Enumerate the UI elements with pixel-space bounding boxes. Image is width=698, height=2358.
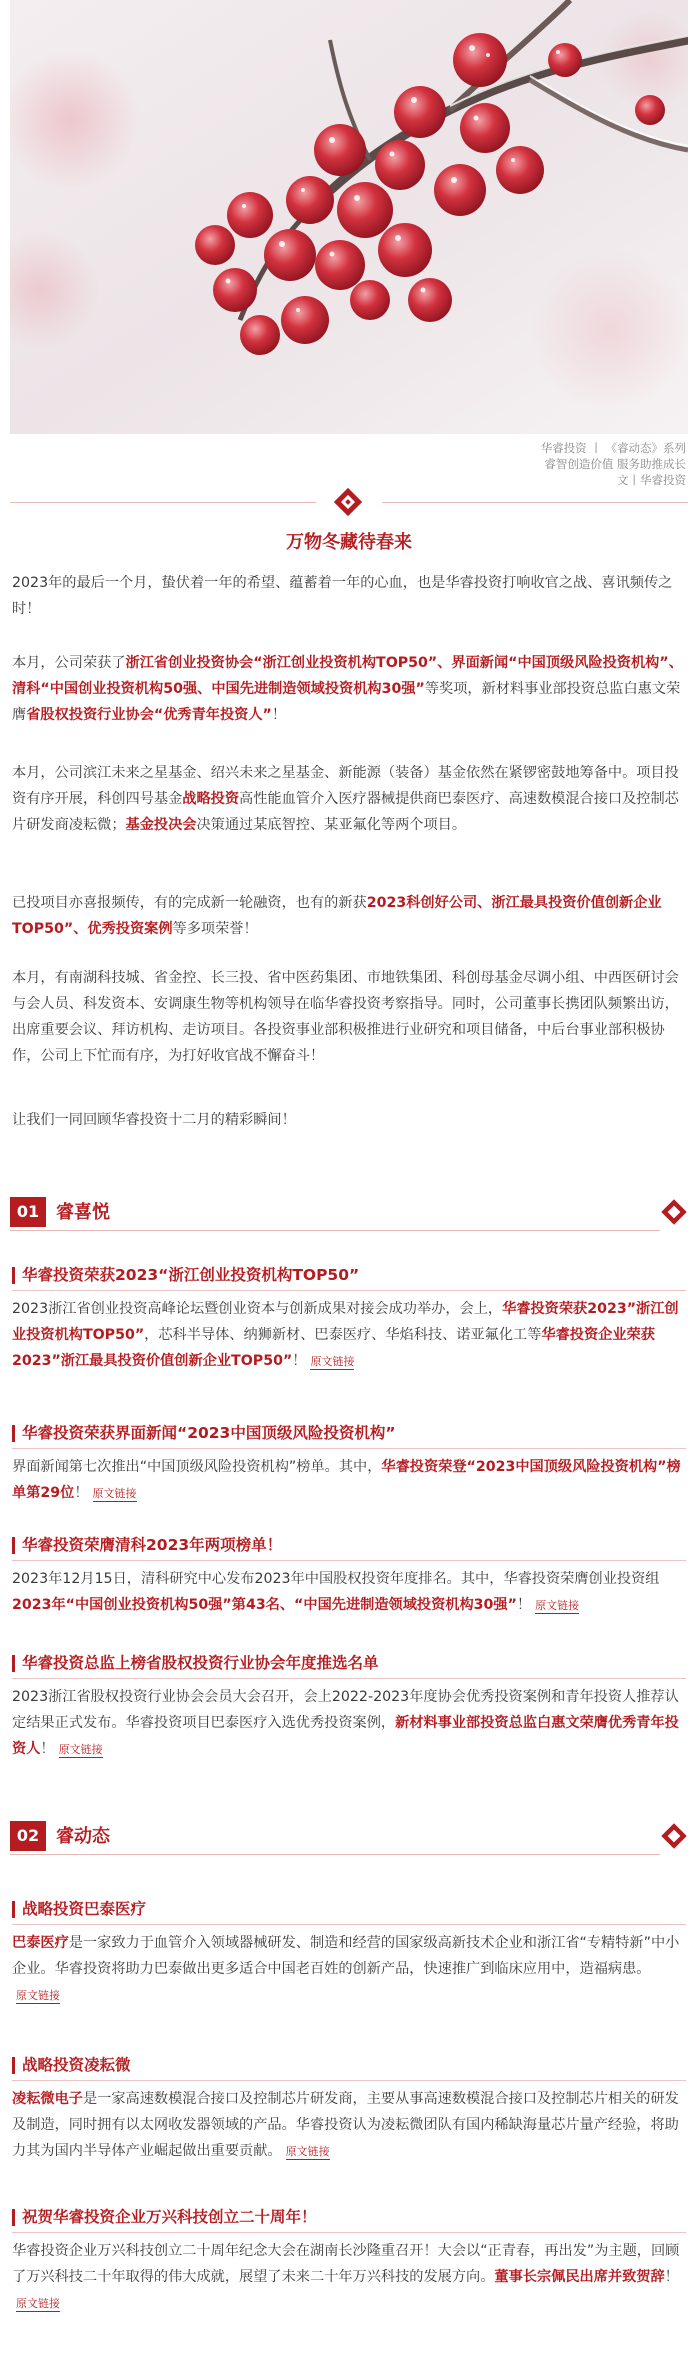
news-text: 是一家高速数模混合接口及控制芯片研发商，主要从事高速数模混合接口及控制芯片相关的研发及制造，同时拥有以太网收发器领域的产品。华睿投资认为凌耘微团队有国内稀缺海量芯片量产经验，将助力其为国内半导体产业崛起做出重要贡献。 [12, 2091, 679, 2159]
frost-berries-illustration [10, 0, 688, 434]
company-name-highlight: 巴泰医疗 [12, 1935, 69, 1951]
intro-paragraph-3 [12, 760, 686, 838]
p3-highlight-strategic: 战略投资 [182, 791, 240, 807]
intro-paragraph-6: 让我们一同回顾华睿投资十二月的精彩瞬间！ [12, 1112, 296, 1128]
diamond-emblem-icon [660, 1822, 688, 1850]
news-heading-2: 华睿投资荣获界面新闻“2023中国顶级风险投资机构” [12, 1422, 686, 1444]
news-text-end: ！ [664, 2269, 679, 2285]
news-body-6 [12, 2086, 686, 2164]
news-text: 界面新闻第七次推出“中国顶级风险投资机构”榜单。其中， [12, 1459, 382, 1475]
heading-rule [12, 1678, 686, 1679]
news-text: 是一家致力于血管介入领域器械研发、制造和经营的国家级高新技术企业和浙江省“专精特新”中小企业。华睿投资将助力巴泰做出更多适合中国老百姓的创新产品，快速推广到临床应用中，造福病患。 [12, 1935, 680, 1977]
hero-image [10, 0, 688, 434]
p3-highlight-committee: 基金投决会 [125, 817, 197, 833]
image-credit [496, 440, 686, 488]
source-link[interactable]: 原文链接 [92, 1487, 137, 1500]
source-link[interactable]: 原文链接 [310, 1355, 355, 1368]
heading-rule [12, 1448, 686, 1449]
source-link[interactable]: 原文链接 [535, 1599, 580, 1612]
news-heading-6: 战略投资凌耘微 [12, 2054, 686, 2076]
news-text-end: ！ [292, 1353, 307, 1369]
section-label: 睿喜悦 [56, 1202, 110, 1223]
news-text-end: ！ [516, 1597, 532, 1613]
source-link[interactable]: 原文链接 [58, 1743, 103, 1756]
p3-text-2: 高性能血管介入医疗器械提供商巴泰医疗、高速数模混合接口及控制芯片研发商凌耘微； [12, 791, 679, 833]
news-highlight: 华睿投资荣登“2023中国顶级风险投资机构”榜单第29位 [12, 1459, 681, 1501]
news-heading-7: 祝贺华睿投资企业万兴科技创立二十周年！ [12, 2206, 686, 2228]
source-link[interactable]: 原文链接 [16, 1989, 60, 2002]
p4-text-end: 等多项荣誉！ [172, 921, 258, 937]
news-heading-5: 战略投资巴泰医疗 [12, 1898, 686, 1920]
p2-text-end: ！ [271, 707, 287, 723]
divider-line-left [10, 502, 316, 503]
news-body-5 [12, 1930, 686, 2008]
news-text: 2023年12月15日，清科研究中心发布2023年中国股权投资年度排名。其中，华睿投资荣膺创业投资组 [12, 1571, 660, 1587]
section-header-2 [10, 1816, 688, 1856]
news-highlight: 华睿投资荣获2023”浙江创业投资机构TOP50” [12, 1301, 679, 1343]
intro-paragraph-4 [12, 890, 686, 942]
news-text: 华睿投资企业万兴科技创立二十周年纪念大会在湖南长沙隆重召开！大会以“正青春，再出发”为主题，回顾了万兴科技二十年取得的伟大成就，展望了未来二十年万兴科技的发展方向。 [12, 2243, 680, 2285]
section-label: 睿动态 [56, 1826, 110, 1847]
p2-text: 本月，公司荣获了 [12, 655, 126, 671]
source-link[interactable]: 原文链接 [16, 2297, 60, 2310]
diamond-emblem-icon [332, 486, 364, 518]
news-heading-4: 华睿投资总监上榜省股权投资行业协会年度推选名单 [12, 1652, 686, 1674]
heading-rule [12, 1560, 686, 1561]
source-link[interactable]: 原文链接 [285, 2145, 330, 2158]
intro-paragraph-2 [12, 650, 686, 728]
news-text: 2023浙江省创业投资高峰论坛暨创业资本与创新成果对接会成功举办，会上， [12, 1301, 503, 1317]
news-highlight: 董事长宗佩民出席并致贺辞 [494, 2269, 665, 2285]
news-body-2 [12, 1454, 686, 1506]
credit-line-2: 睿智创造价值 服务助推成长 [544, 457, 686, 471]
news-text-end: ！ [40, 1741, 55, 1757]
news-body-3 [12, 1566, 686, 1618]
news-heading-3: 华睿投资荣膺清科2023年两项榜单！ [12, 1534, 686, 1556]
divider-line-right [382, 502, 688, 503]
heading-rule [12, 2232, 686, 2233]
intro-paragraph-1: 2023年的最后一个月，蛰伏着一年的希望、蕴蓄着一年的心血，也是华睿投资打响收官之战、喜讯频传之时！ [12, 575, 673, 617]
news-text-end: ！ [74, 1485, 89, 1501]
news-highlight-2: 华睿投资企业荣获2023”浙江最具投资价值创新企业TOP50” [12, 1327, 655, 1369]
heading-rule [12, 2080, 686, 2081]
intro-paragraph-5: 本月，有南湖科技城、省金控、长三投、省中医药集团、市地铁集团、科创母基金尽调小组、中西医研讨会与会人员、科发资本、安调康生物等机构领导在临华睿投资考察指导。同时，公司董事长携团队频繁出访，出席重要会议、拜访机构、走访项目。各投资事业部积极推进行业研究和项目储备，中后台事业部积极协作，公司上下忙而有序，为打好收官战不懈奋斗！ [12, 970, 679, 1064]
p3-text: 本月，公司滨江未来之星基金、绍兴未来之星基金、新能源（装备）基金依然在紧锣密鼓地筹备中。项目投资有序开展，科创四号基金 [12, 765, 679, 807]
news-heading-1: 华睿投资荣获2023“浙江创业投资机构TOP50” [12, 1264, 686, 1286]
credit-line-3: 文丨华睿投资 [617, 473, 686, 487]
news-body-1 [12, 1296, 686, 1374]
diamond-emblem-icon [660, 1198, 688, 1226]
company-name-highlight: 凌耘微电子 [12, 2091, 83, 2107]
section-header-1 [10, 1192, 688, 1232]
p2-highlight-awards: 浙江省创业投资协会“浙江创业投资机构TOP50”、界面新闻“中国顶级风险投资机构”、清科“中国创业投资机构50强、中国先进制造领域投资机构30强” [12, 655, 683, 697]
news-body-4 [12, 1684, 686, 1762]
heading-rule [12, 1924, 686, 1925]
news-text: 2023浙江省股权投资行业协会会员大会召开，会上2022-2023年度协会优秀投资案例和青年投资人推荐认定结果正式发布。华睿投资项目巴泰医疗入选优秀投资案例， [12, 1689, 679, 1731]
news-highlight: 新材料事业部投资总监白惠文荣膺优秀青年投资人 [12, 1715, 679, 1757]
news-highlight: 2023年“中国创业投资机构50强”第43名、“中国先进制造领域投资机构30强” [12, 1597, 517, 1613]
p2-highlight-investor: 省股权投资行业协会“优秀青年投资人” [26, 707, 272, 723]
p4-highlight-honors: 2023科创好公司、浙江最具投资价值创新企业TOP50”、优秀投资案例 [12, 895, 662, 937]
page-title: 万物冬藏待春来 [286, 532, 412, 553]
p3-text-end: 决策通过某底智控、某亚氟化等两个项目。 [196, 817, 467, 833]
news-body-7 [12, 2238, 686, 2316]
section-number: 01 [10, 1197, 46, 1227]
credit-line-1: 华睿投资 丨 《睿动态》系列 [540, 441, 686, 455]
section-underline [10, 1854, 660, 1855]
p4-text: 已投项目亦喜报频传，有的完成新一轮融资，也有的新获 [12, 895, 367, 911]
section-underline [10, 1230, 660, 1231]
news-text-2: ，芯科半导体、纳狮新材、巴泰医疗、华焰科技、诺亚氟化工等 [144, 1327, 542, 1343]
p2-text-2: 等奖项，新材料事业部投资总监白惠文荣膺 [12, 681, 681, 723]
section-number: 02 [10, 1821, 46, 1851]
heading-rule [12, 1290, 686, 1291]
